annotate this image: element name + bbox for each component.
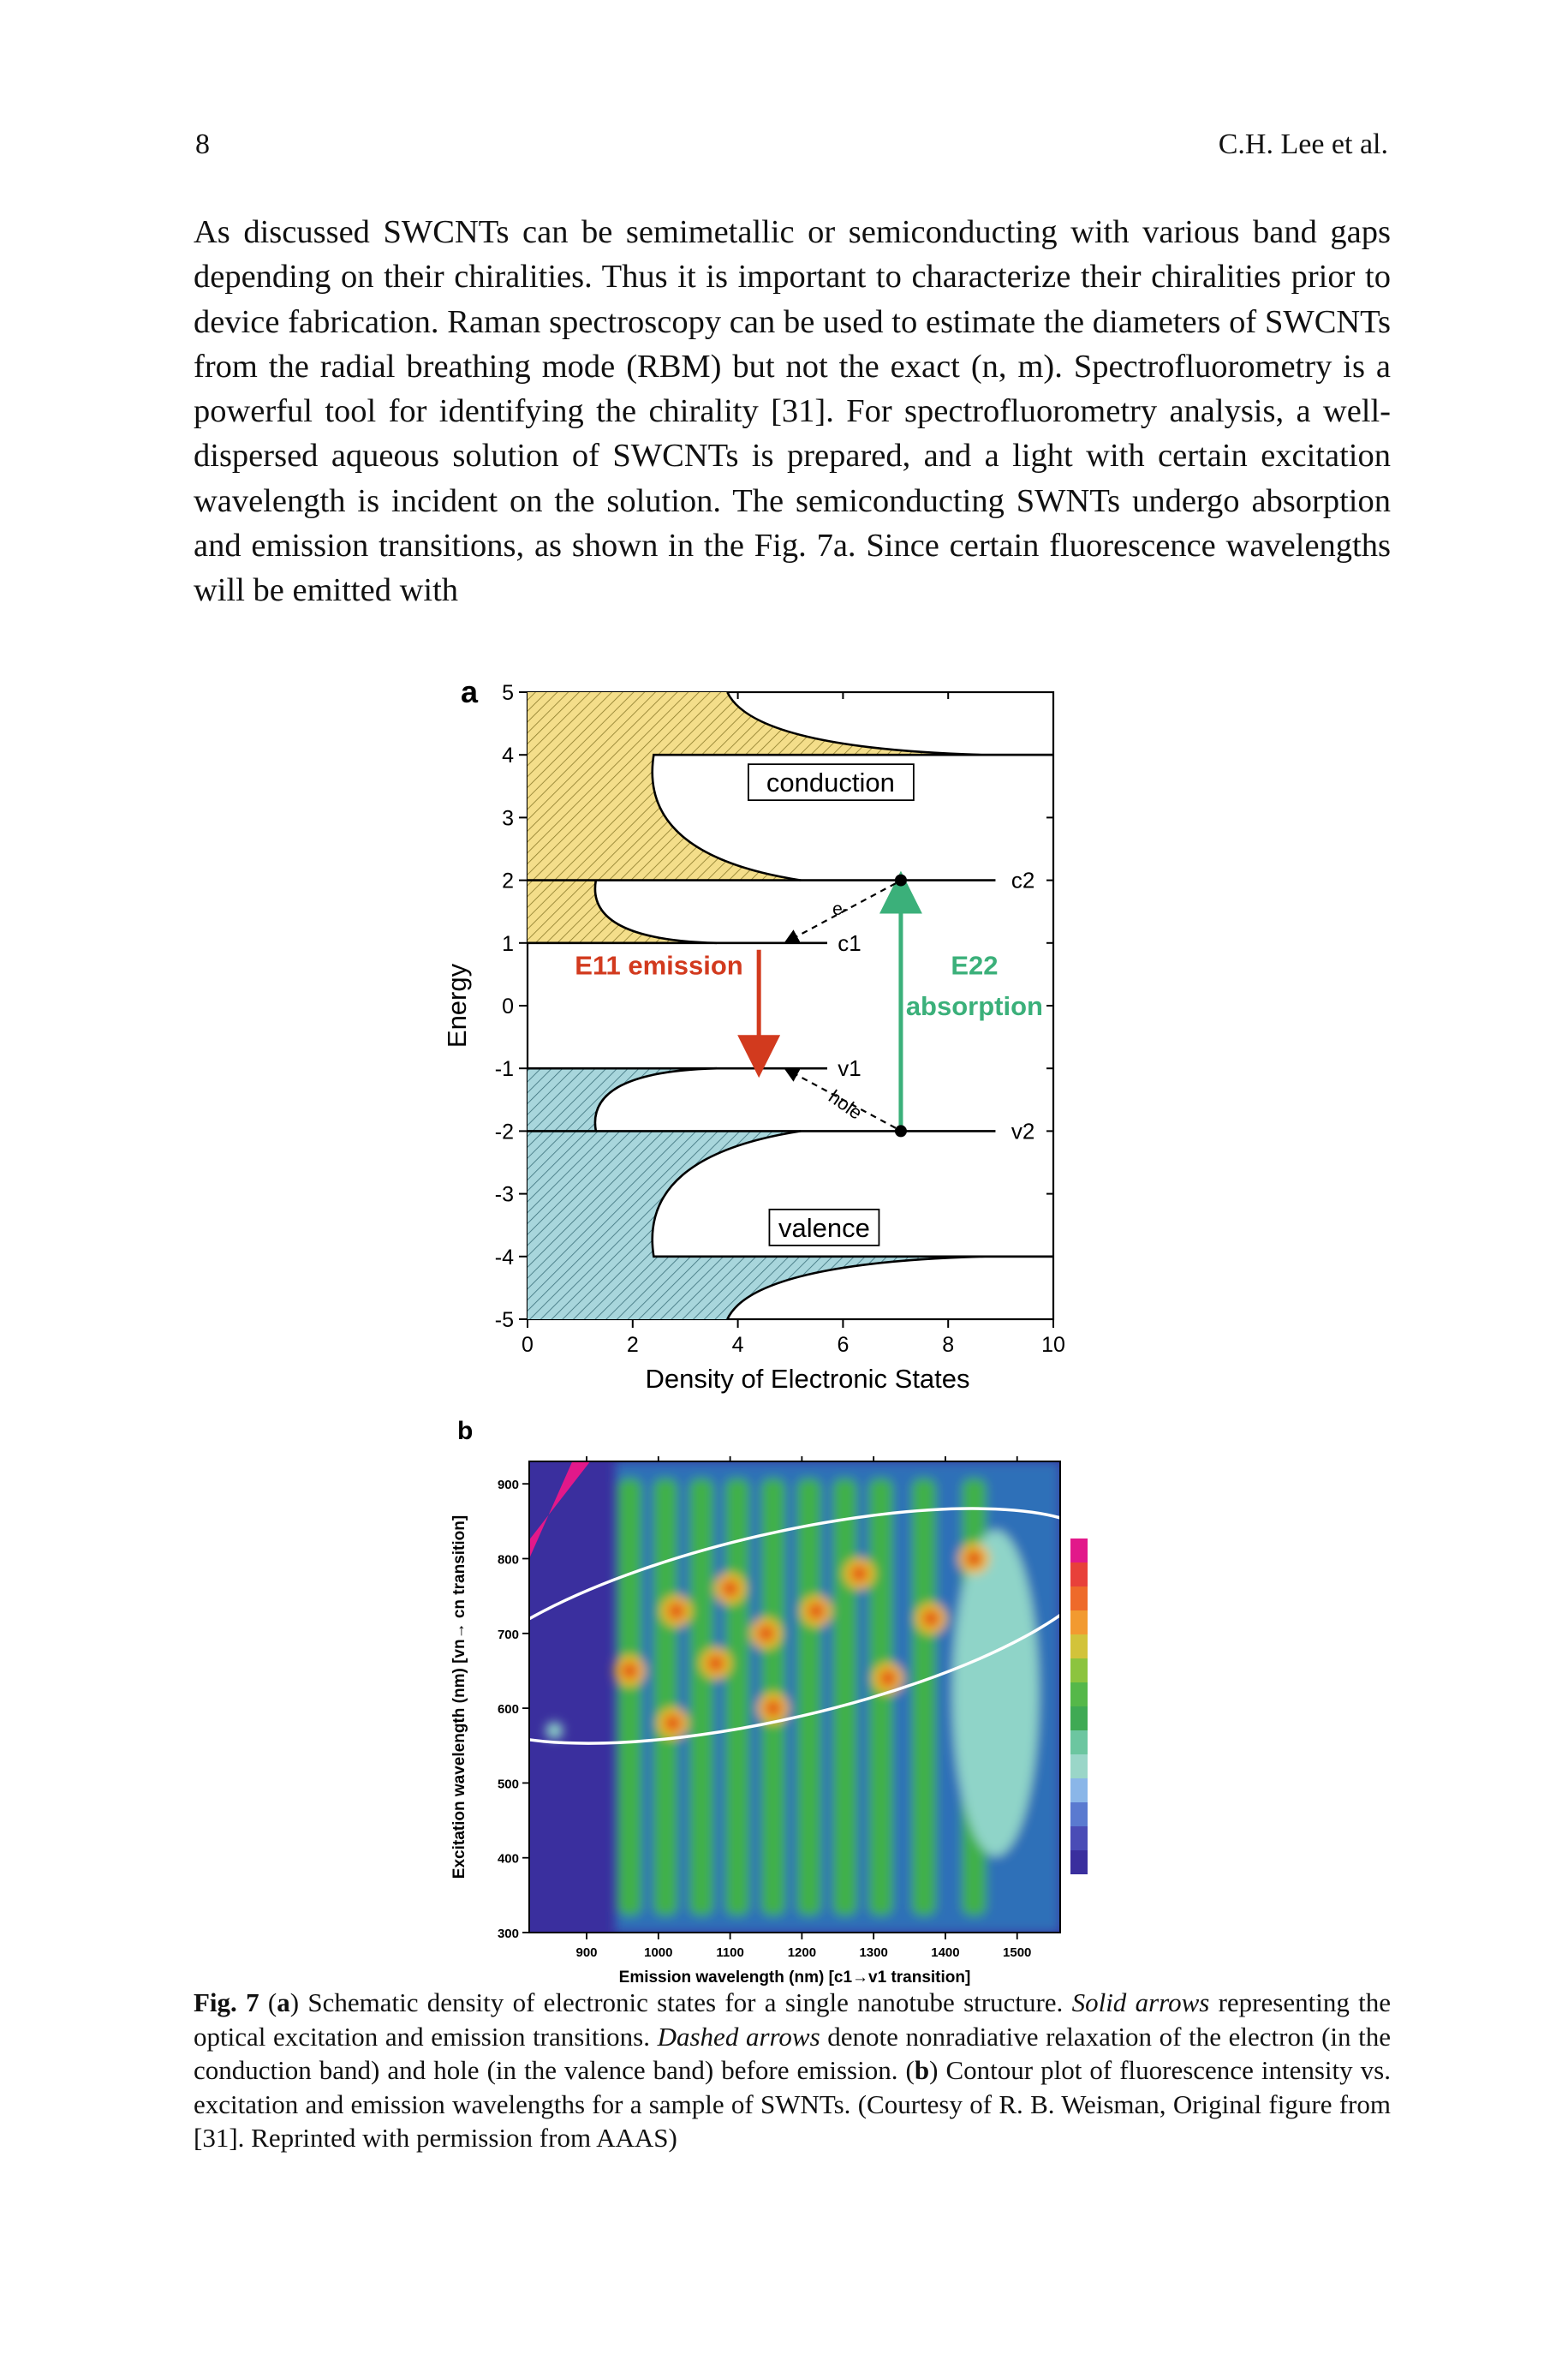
x-tick-label: 1100	[716, 1945, 744, 1960]
electron-label: e-	[832, 899, 849, 919]
y-tick-label: 2	[502, 869, 514, 893]
y-tick-label: 5	[502, 681, 514, 705]
colorbar-cell	[1070, 1706, 1088, 1730]
heatmap-stripe	[912, 1479, 936, 1915]
colorbar-cell	[1070, 1682, 1088, 1706]
heatmap-stripe	[617, 1479, 641, 1915]
colorbar-cell	[1070, 1850, 1088, 1874]
peak-core	[879, 1670, 897, 1687]
colorbar-cell	[1070, 1539, 1088, 1562]
label-c2: c2	[1011, 867, 1035, 893]
colorbar-cell	[1070, 1754, 1088, 1778]
peak-core	[621, 1662, 638, 1679]
heatmap-content	[434, 1461, 1127, 1933]
x-tick-label: 4	[731, 1333, 744, 1357]
x-tick-label: 8	[942, 1333, 955, 1357]
conduction-band-fill	[528, 692, 1053, 943]
x-tick-label: 1400	[931, 1945, 960, 1960]
peak-core	[722, 1580, 739, 1597]
x-axis-title: Emission wavelength (nm) [c1→v1 transition]	[618, 1969, 971, 1987]
colorbar-cell	[1070, 1730, 1088, 1754]
colorbar-cell	[1070, 1658, 1088, 1682]
running-head-authors: C.H. Lee et al.	[1218, 128, 1388, 160]
peak-core	[965, 1550, 982, 1567]
peak-core	[765, 1700, 782, 1717]
y-tick-label: -1	[494, 1057, 514, 1082]
colorbar-cell	[1070, 1802, 1088, 1826]
heatmap-stripe	[833, 1479, 857, 1915]
colorbar-cell	[1070, 1562, 1088, 1586]
y-tick-label: -5	[494, 1308, 514, 1332]
heatmap-layer	[434, 1461, 1127, 1933]
c2-dot	[895, 875, 907, 887]
peak-core	[757, 1625, 774, 1642]
x-axis-title: Density of Electronic States	[645, 1364, 970, 1394]
colorbar-cell	[1070, 1610, 1088, 1634]
panel-letter-a: a	[461, 674, 479, 709]
colorbar-cell	[1070, 1586, 1088, 1610]
heatmap-stripe	[653, 1479, 677, 1915]
v2-dot	[895, 1125, 907, 1137]
isolated-peak	[546, 1722, 563, 1739]
label-v2: v2	[1011, 1118, 1035, 1144]
figure-caption	[194, 1986, 1391, 2155]
y-tick-label: 0	[502, 995, 514, 1019]
x-tick-label: 1500	[1003, 1945, 1032, 1960]
caption-fig-label: Fig. 7	[194, 1987, 259, 2017]
panel-letter-b: b	[457, 1417, 474, 1445]
valence-label: valence	[778, 1212, 870, 1243]
label-v1: v1	[838, 1055, 862, 1082]
heatmap-stripe	[797, 1479, 821, 1915]
peak-core	[922, 1610, 939, 1627]
colorbar-cell	[1070, 1634, 1088, 1658]
y-tick-label: 1	[502, 931, 514, 956]
page-number: 8	[195, 128, 210, 160]
colorbar-cell	[1070, 1826, 1088, 1850]
absorption-label-top: E22	[951, 950, 999, 981]
y-tick-label: 600	[497, 1702, 519, 1718]
x-tick-label: 10	[1041, 1333, 1065, 1357]
valence-band-fill	[528, 1068, 1053, 1319]
y-tick-label: 400	[497, 1851, 519, 1867]
x-tick-label: 1300	[859, 1945, 888, 1960]
absorption-label-bottom: absorption	[905, 990, 1043, 1021]
hole-label: hole	[825, 1085, 867, 1124]
peak-core	[850, 1565, 867, 1582]
figure-7b-contour-plot	[428, 1413, 1199, 1987]
figure-7a-dos-plot	[428, 668, 1079, 1405]
peak-core	[707, 1655, 724, 1672]
x-tick-label: 1200	[787, 1945, 817, 1960]
label-c1: c1	[838, 929, 862, 956]
y-tick-label: 700	[497, 1627, 519, 1642]
y-tick-label: -4	[494, 1245, 514, 1270]
conduction-label: conduction	[766, 768, 895, 798]
heatmap-blobs	[546, 1461, 1060, 1933]
y-tick-label: 500	[497, 1777, 519, 1792]
colorbar-cell	[1070, 1778, 1088, 1802]
y-tick-label: 800	[497, 1552, 519, 1568]
caption-text: (a) Schematic density of electronic states for a single nanotube structure. Solid arrows representing the optical excitation and emission transitions. Dashed arrows denote nonradiative relaxation of the electron (in the conduction band) and hole (in the valence band) before emission. (b) Contour plot of fluorescence intensity vs. excitation and emission wavelengths for a sample of SWNTs. (Courtesy of R. B. Weisman, Original figure from [31]. Reprinted with permission from AAAS)	[194, 1987, 1392, 2154]
emission-label: E11 emission	[575, 950, 743, 981]
peak-core	[668, 1603, 685, 1620]
x-tick-label: 1000	[644, 1945, 673, 1960]
paragraph-text: As discussed SWCNTs can be semimetallic or semiconducting with various band gaps depending on their chiralities. Thus it is important to characterize their chiralities prior to device fabrication. Raman spectroscopy can be used to estimate the diameters of SWCNTs from the radial breathing mode (RBM) but not the exact (n, m). Spectrofluorometry is a powerful tool for identifying the chirality [31]. For spectrofluorometry analysis, a well-dispersed aqueous solution of SWCNTs is prepared, and a light with certain excitation wavelength is incident on the solution. The semiconducting SWNTs undergo absorption and emission transitions, as shown in the Fig. 7a. Since certain fluorescence wavelengths will be emitted with	[194, 214, 1391, 609]
heatmap-stripe	[689, 1479, 713, 1915]
x-tick-label: 0	[522, 1333, 534, 1357]
y-tick-label: 4	[502, 744, 514, 768]
peak-core	[665, 1715, 682, 1732]
x-tick-label: 2	[626, 1333, 639, 1357]
peak-core	[808, 1603, 825, 1620]
y-axis-title: Excitation wavelength (nm) [vn→ cn transition]	[450, 1515, 468, 1879]
y-tick-label: 300	[497, 1927, 519, 1941]
y-axis-title: Energy	[442, 963, 472, 1049]
y-tick-label: -2	[494, 1120, 514, 1144]
y-tick-label: 900	[497, 1478, 519, 1493]
y-tick-label: 3	[502, 806, 514, 831]
x-tick-label: 6	[837, 1333, 850, 1357]
body-paragraph	[194, 210, 1391, 613]
heatmap-cyan-region	[953, 1531, 1039, 1856]
x-tick-label: 900	[575, 1945, 598, 1960]
y-tick-label: -3	[494, 1182, 514, 1207]
